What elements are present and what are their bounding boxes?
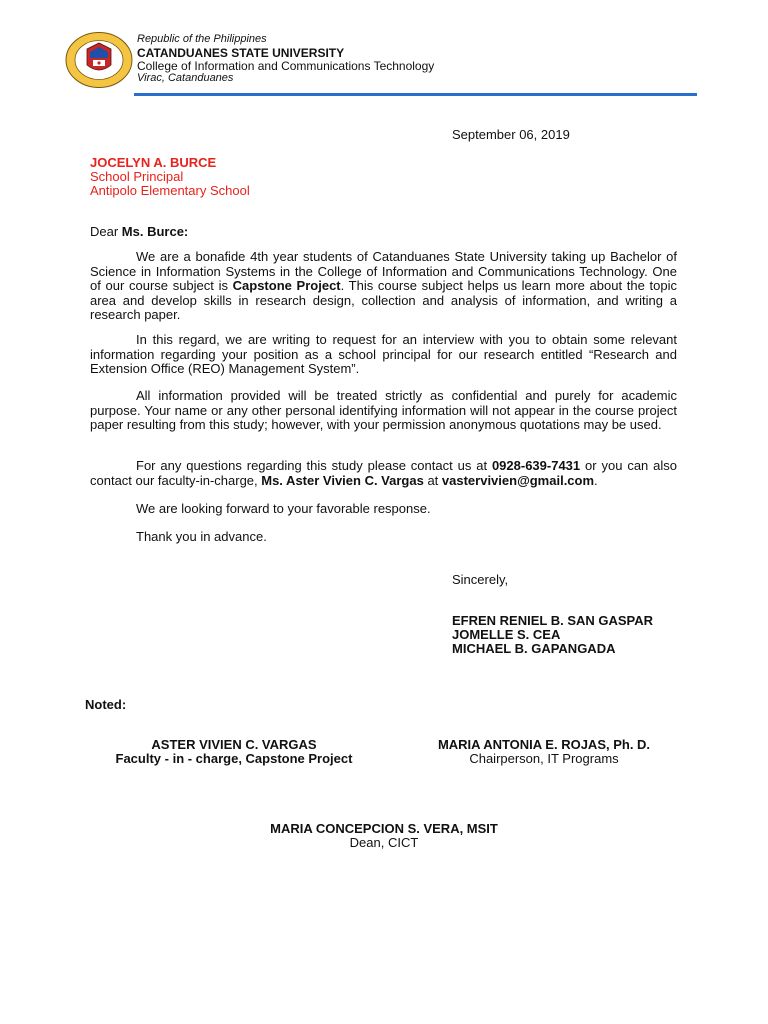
- body-text: We are a bonafide 4th year students of Catanduanes State University taking up Bachelor of Science in Information Systems in the College of Information and Communications Technology. One of our course subject is: [90, 249, 677, 294]
- university-seal-logo: [64, 31, 134, 89]
- signatory-1: EFREN RENIEL B. SAN GASPAR: [452, 613, 654, 628]
- contact-email: vastervivien@gmail.com: [441, 472, 595, 488]
- faculty-signatory-title: Faculty - in - charge, Capstone Project: [115, 751, 353, 766]
- salutation-greeting: Dear: [90, 224, 122, 239]
- body-text: . This course subject helps us learn more about the topic area and develop skills in research design, collection and analysis of information, and writing a research paper.: [90, 278, 677, 323]
- faculty-signatory-name: ASTER VIVIEN C. VARGAS: [151, 737, 317, 752]
- contact-phone: 0928-639-7431: [491, 458, 581, 473]
- signatory-3: MICHAEL B. GAPANGADA: [452, 641, 616, 656]
- university-name: CATANDUANES STATE UNIVERSITY: [137, 46, 345, 60]
- chair-signatory-name: MARIA ANTONIA E. ROJAS, Ph. D.: [437, 737, 651, 752]
- dean-signatory-title: Dean, CICT: [349, 835, 419, 850]
- recipient-position: School Principal: [90, 169, 184, 184]
- college-name: College of Information and Communications Technology: [137, 59, 435, 73]
- course-name: Capstone Project: [232, 278, 341, 294]
- salutation: [90, 224, 188, 239]
- closing-sincerely: Sincerely,: [452, 572, 509, 587]
- body-paragraph-1: [90, 250, 677, 323]
- body-text: or you can also contact our faculty-in-charge,: [90, 458, 678, 488]
- signatory-2: JOMELLE S. CEA: [452, 627, 561, 642]
- recipient-school: Antipolo Elementary School: [90, 183, 250, 198]
- letter-date: September 06, 2019: [452, 127, 570, 142]
- letterhead-divider: [134, 93, 697, 96]
- dean-signatory-name: MARIA CONCEPCION S. VERA, MSIT: [270, 821, 498, 836]
- salutation-name: Ms. Burce:: [121, 224, 189, 239]
- chair-signatory-title: Chairperson, IT Programs: [469, 751, 619, 766]
- body-text: For any questions regarding this study please contact us at: [136, 458, 492, 473]
- location-line: Virac, Catanduanes: [137, 72, 234, 84]
- republic-line: Republic of the Philippines: [137, 33, 267, 45]
- body-text: at: [423, 472, 442, 488]
- body-paragraph-5: We are looking forward to your favorable response.: [136, 501, 431, 516]
- body-text: .: [594, 472, 598, 488]
- recipient-name: JOCELYN A. BURCE: [90, 155, 217, 170]
- body-paragraph-4: [90, 459, 677, 488]
- noted-label: Noted:: [85, 697, 127, 712]
- body-paragraph-6: Thank you in advance.: [136, 529, 267, 544]
- body-paragraph-3: All information provided will be treated strictly as confidential and purely for academic purpose. Your name or any other personal identifying information will not appear in the course project paper resulting from this study; however, with your permission anonymous quotations may be used.: [90, 388, 677, 433]
- faculty-name: Ms. Aster Vivien C. Vargas: [261, 472, 424, 488]
- body-paragraph-2: In this regard, we are writing to request for an interview with you to obtain some relevant information regarding your position as a school principal for our research entitled “Research and Extension Office (REO) Management System”.: [90, 332, 677, 377]
